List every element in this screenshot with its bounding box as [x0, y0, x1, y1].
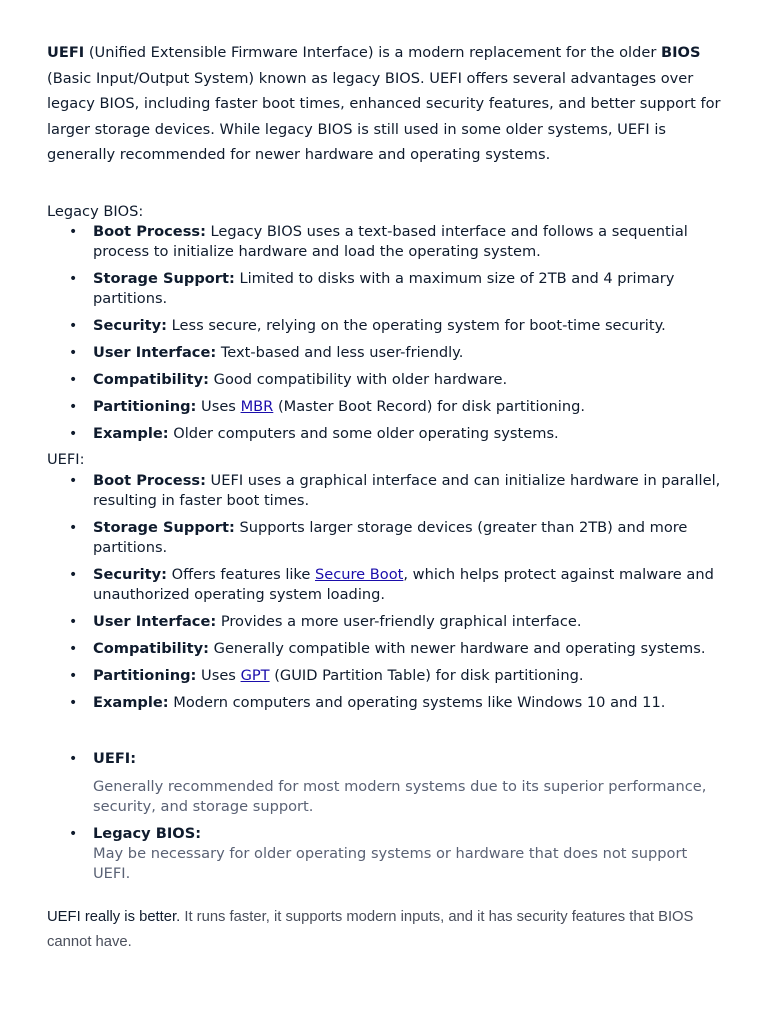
list-item: • Storage Support: Limited to disks with a maximum size of 2TB and 4 primary partitions. — [69, 270, 675, 307]
list-item: • Partitioning: Uses MBR (Master Boot Record) for disk partitioning. — [69, 398, 585, 415]
uefi-list — [47, 471, 727, 713]
secure-boot-link[interactable]: Secure Boot — [314, 566, 404, 583]
closing-paragraph — [47, 905, 727, 955]
list-item: • Compatibility: Generally compatible with newer hardware and operating systems. — [69, 640, 706, 657]
bullet-icon: • — [69, 567, 78, 583]
list-item: • Example: Older computers and some older operating systems. — [69, 425, 559, 442]
bullet-icon: • — [69, 426, 78, 442]
bullet-icon: • — [69, 520, 78, 536]
intro-term-bios: BIOS — [661, 44, 701, 61]
mbr-link[interactable]: MBR — [240, 398, 274, 415]
intro-text-2: (Basic Input/Output System) known as legacy BIOS. UEFI offers several advantages over legacy BIOS, including faster boot times, enhanced security features, and better support for larger storage devices. While legacy BIOS is still used in some older systems, UEFI is generally recommended for newer hardware and operating systems. — [47, 69, 721, 163]
list-item: • Security: Offers features like Secure Boot, which helps protect against malware and unauthorized operating system loading. — [69, 566, 714, 603]
list-item: • UEFI: Generally recommended for most modern systems due to its superior performance, security, and storage support. — [69, 750, 707, 815]
gpt-link[interactable]: GPT — [240, 667, 270, 684]
bullet-icon: • — [69, 399, 78, 415]
bullet-icon: • — [69, 614, 78, 630]
intro-text-1: (Unified Extensible Firmware Interface) is a modern replacement for the older — [84, 44, 661, 61]
list-item: • Example: Modern computers and operating systems like Windows 10 and 11. — [69, 694, 666, 711]
closing-rest: It runs faster, it supports modern inputs, and it has security features that BIOS cannot have. — [47, 909, 694, 950]
uefi-heading: UEFI: — [47, 451, 85, 468]
bullet-icon: • — [69, 751, 78, 767]
bullet-icon: • — [69, 345, 78, 361]
list-item: • User Interface: Text-based and less user-friendly. — [69, 344, 464, 361]
bullet-icon: • — [69, 826, 78, 842]
list-item: • Legacy BIOS: May be necessary for older operating systems or hardware that does not support UEFI. — [69, 825, 688, 882]
legacy-bios-list — [47, 222, 727, 444]
list-item: • Compatibility: Good compatibility with older hardware. — [69, 371, 508, 388]
bullet-icon: • — [69, 668, 78, 684]
bullet-icon: • — [69, 641, 78, 657]
intro-term-uefi: UEFI — [47, 44, 85, 61]
recommendation-list — [47, 749, 727, 884]
bullet-icon: • — [69, 318, 78, 334]
closing-lead: UEFI really is better. — [47, 909, 181, 925]
bullet-icon: • — [69, 695, 78, 711]
bullet-icon: • — [69, 372, 78, 388]
bullet-icon: • — [69, 473, 78, 489]
list-item: • Boot Process: Legacy BIOS uses a text-based interface and follows a sequential process to initialize hardware and load the operating system. — [69, 223, 688, 260]
bullet-icon: • — [69, 271, 78, 287]
intro-paragraph — [47, 40, 727, 168]
bullet-icon: • — [69, 224, 78, 240]
list-item: • Boot Process: UEFI uses a graphical interface and can initialize hardware in parallel, resulting in faster boot times. — [69, 472, 721, 509]
list-item: • Security: Less secure, relying on the operating system for boot-time security. — [69, 317, 666, 334]
list-item: • Storage Support: Supports larger storage devices (greater than 2TB) and more partitions. — [69, 519, 688, 556]
legacy-bios-heading: Legacy BIOS: — [47, 203, 144, 220]
list-item: • Partitioning: Uses GPT (GUID Partition Table) for disk partitioning. — [69, 667, 584, 684]
list-item: • User Interface: Provides a more user-friendly graphical interface. — [69, 613, 582, 630]
